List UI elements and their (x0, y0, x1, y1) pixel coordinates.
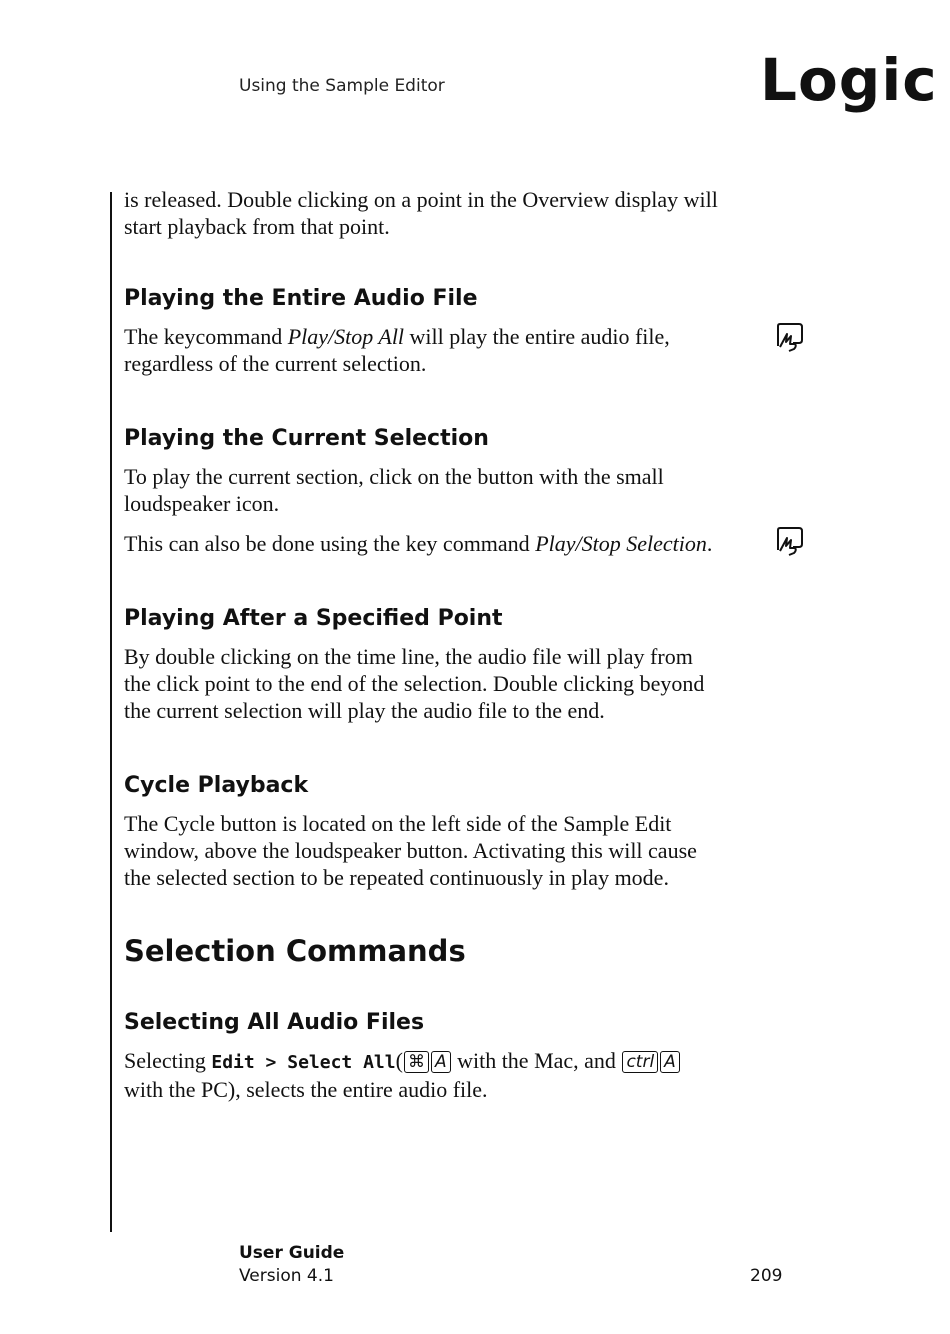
paragraph-selecting-all-audio-files (124, 1047, 724, 1103)
paragraph-current-selection-keycommand (124, 530, 724, 557)
running-header-title: Using the Sample Editor (239, 76, 445, 96)
keycommand-name: Play/Stop All (287, 324, 405, 349)
paragraph-entire-audio-file (124, 323, 724, 377)
heading-cycle-playback: Cycle Playback (124, 773, 309, 798)
heading-playing-current-selection: Playing the Current Selection (124, 426, 489, 451)
ctrl-key-icon: ctrl (622, 1051, 658, 1073)
text-run: will play the entire audio file, regardless of the current selection. (124, 324, 670, 376)
text-run: This can also be done using the key command (124, 531, 536, 556)
text-run: Selecting (124, 1048, 212, 1073)
keycommand-name: Play/Stop Selection (535, 531, 707, 556)
text-run: with the Mac, and (451, 1048, 622, 1073)
heading-playing-after-specified-point: Playing After a Specified Point (124, 606, 503, 631)
a-key-icon: A (431, 1051, 451, 1073)
heading-playing-entire-audio-file: Playing the Entire Audio File (124, 286, 478, 311)
paragraph-after-specified-point: By double clicking on the time line, the audio file will play from the click point to the end of the selection. Double clicking beyond the current selection will play the audio file to the end. (124, 644, 705, 723)
heading-selecting-all-audio-files: Selecting All Audio Files (124, 1010, 425, 1035)
keycommand-hand-icon (775, 526, 805, 556)
keycommand-hand-icon (775, 322, 805, 352)
heading-selection-commands: Selection Commands (124, 934, 466, 968)
command-key-icon: ⌘ (404, 1051, 429, 1073)
menu-command: Edit > Select All (211, 1052, 396, 1073)
footer-guide-title: User Guide (239, 1243, 345, 1263)
logic-logo: Logic (760, 46, 938, 114)
paragraph-cycle-playback: The Cycle button is located on the left side of the Sample Edit window, above the loudspeaker button. Activating this will cause the selected section to be repeated continuously in play mode. (124, 811, 697, 890)
text-run: ( (395, 1048, 403, 1073)
page-content (124, 186, 724, 1103)
footer-version: Version 4.1 (239, 1266, 334, 1286)
paragraph-current-selection: To play the current section, click on the button with the small loudspeaker icon. (124, 464, 664, 516)
intro-paragraph: is released. Double clicking on a point in the Overview display will start playback from that point. (124, 187, 718, 239)
a-key-icon: A (660, 1051, 680, 1073)
text-run: with the PC), selects the entire audio file. (124, 1077, 488, 1102)
text-run: . (706, 531, 713, 556)
margin-rule (110, 192, 112, 1232)
text-run: The keycommand (124, 324, 288, 349)
page-number: 209 (750, 1266, 783, 1286)
